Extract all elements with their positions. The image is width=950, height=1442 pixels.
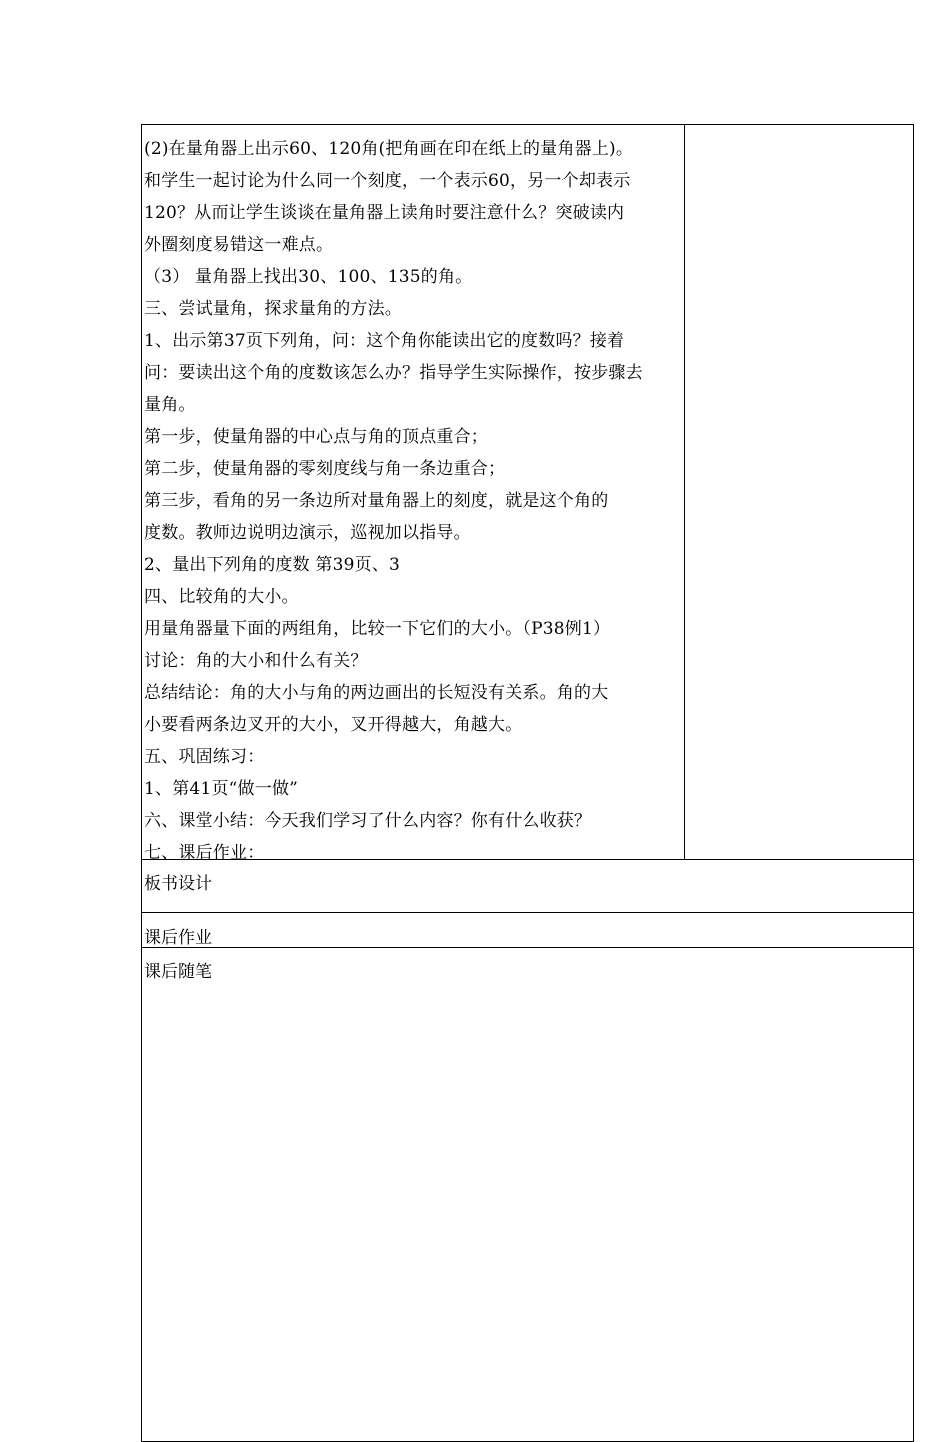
- lesson-line: 小要看两条边叉开的大小，叉开得越大，角越大。: [144, 715, 523, 735]
- lesson-line: 第一步，使量角器的中心点与角的顶点重合；: [144, 427, 488, 447]
- lesson-line: 三、尝试量角，探求量角的方法。: [144, 299, 402, 319]
- lesson-line: 讨论：角的大小和什么有关？: [144, 651, 368, 671]
- lesson-line: 和学生一起讨论为什么同一个刻度，一个表示60，另一个却表示: [144, 171, 631, 191]
- notes-label: 课后随笔: [144, 962, 212, 982]
- lesson-line: 四、比较角的大小。: [144, 587, 299, 607]
- lesson-line: 外圈刻度易错这一难点。: [144, 235, 334, 255]
- lesson-line: 1、出示第37页下列角，问：这个角你能读出它的度数吗？接着: [144, 331, 625, 351]
- lesson-line: 120？从而让学生谈谈在量角器上读角时要注意什么？突破读内: [144, 203, 625, 223]
- board-design-label: 板书设计: [144, 874, 212, 894]
- lesson-line: 第二步，使量角器的零刻度线与角一条边重合；: [144, 459, 506, 479]
- notes-row: [141, 947, 914, 1442]
- lesson-line: 五、巩固练习：: [144, 747, 265, 767]
- homework-row: [141, 912, 914, 948]
- lesson-line: 七、课后作业：: [144, 843, 265, 863]
- lesson-line: 第三步，看角的另一条边所对量角器上的刻度，就是这个角的: [144, 491, 609, 511]
- board-design-row: [141, 859, 914, 913]
- lesson-line: 度数。教师边说明边演示，巡视加以指导。: [144, 523, 471, 543]
- lesson-content-cell: [144, 133, 682, 869]
- lesson-line: （3） 量角器上找出30、100、135的角。: [144, 267, 473, 287]
- lesson-line: 问：要读出这个角的度数该怎么办？指导学生实际操作，按步骤去: [144, 363, 643, 383]
- lesson-content-row: [141, 124, 914, 863]
- lesson-line: 六、课堂小结：今天我们学习了什么内容？你有什么收获？: [144, 811, 592, 831]
- lesson-line: (2)在量角器上出示60、120角(把角画在印在纸上的量角器上)。: [144, 139, 634, 159]
- lesson-line: 用量角器量下面的两组角，比较一下它们的大小。（P38例1）: [144, 619, 611, 639]
- lesson-line: 2、量出下列角的度数 第39页、3: [144, 555, 401, 575]
- lesson-line: 总结结论：角的大小与角的两边画出的长短没有关系。角的大: [144, 683, 609, 703]
- homework-label: 课后作业: [144, 928, 212, 948]
- column-divider: [684, 125, 685, 859]
- lesson-line: 1、第41页“做一做”: [144, 779, 299, 799]
- lesson-line: 量角。: [144, 395, 196, 415]
